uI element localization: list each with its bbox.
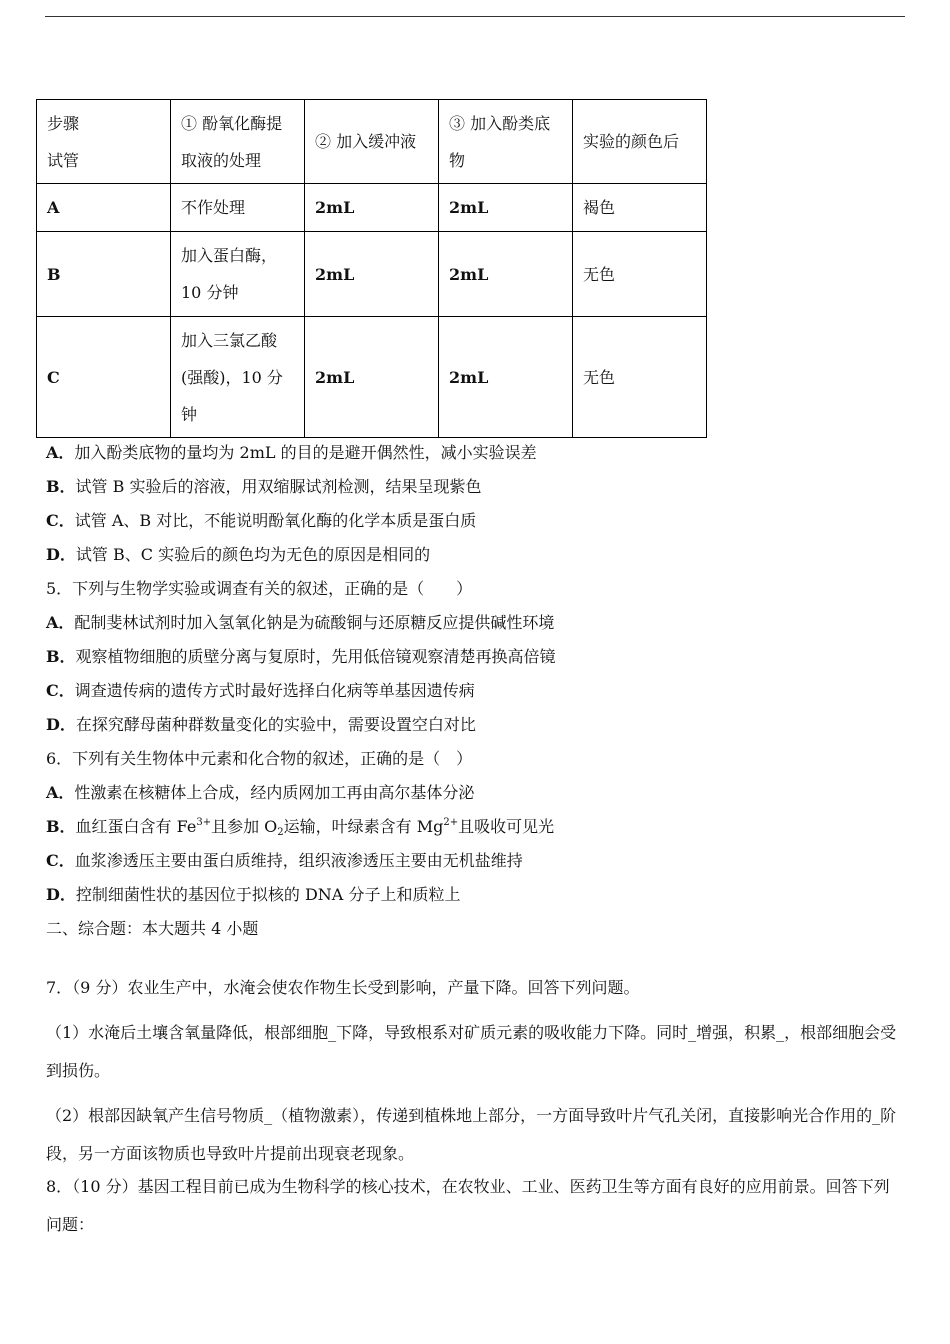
table-cell: B [37, 232, 171, 317]
option-label: D． [46, 715, 76, 734]
table-row [37, 317, 707, 438]
q5-option-c [46, 680, 475, 702]
table-cell: 2mL [305, 317, 439, 438]
q8-stem: 8．（10 分）基因工程目前已成为生物科学的核心技术，在农牧业、工业、医药卫生等方面有良好的应用前景。回答下列问题： [46, 1177, 890, 1234]
table-row [37, 184, 707, 232]
table-cell: 加入蛋白酶，10 分钟 [171, 232, 305, 317]
option-text: 性激素在核糖体上合成，经内质网加工再由高尔基体分泌 [74, 783, 475, 802]
experiment-table [36, 99, 707, 438]
q6-option-d [46, 884, 460, 906]
q7-stem: 7．（9 分）农业生产中，水淹会使农作物生长受到影响，产量下降。回答下列问题。 [46, 978, 640, 997]
option-text: 血红蛋白含有 Fe [75, 817, 197, 836]
q5-option-a [46, 612, 554, 634]
q6-option-c [46, 850, 523, 872]
q5-option-d [46, 714, 476, 736]
option-label: B． [46, 647, 76, 666]
q5-option-b [46, 646, 556, 668]
q5-stem: 5．下列与生物学实验或调查有关的叙述，正确的是（ ） [46, 579, 473, 598]
q4-option-c [46, 510, 476, 532]
option-label: A． [46, 443, 75, 462]
option-text: 控制细菌性状的基因位于拟核的 DNA 分子上和质粒上 [75, 885, 461, 904]
q7-part-2: （2）根部因缺氧产生信号物质_（植物激素），传递到植株地上部分，一方面导致叶片气孔关闭，直接影响光合作用的_阶段，另一方面该物质也导致叶片提前出现衰老现象。 [46, 1106, 897, 1163]
q6-option-a [46, 782, 474, 804]
subscript: 2 [277, 827, 284, 838]
table-cell: 2mL [305, 184, 439, 232]
option-text: 血浆渗透压主要由蛋白质维持，组织液渗透压主要由无机盐维持 [74, 851, 523, 870]
q4-option-b [46, 476, 481, 498]
option-label: B． [46, 477, 76, 496]
section-heading: 二、综合题：本大题共 4 小题 [46, 919, 259, 938]
header-rule [45, 16, 905, 17]
option-text: 调查遗传病的遗传方式时最好选择白化病等单基因遗传病 [74, 681, 475, 700]
table-header-row [37, 100, 707, 184]
superscript: 3+ [196, 817, 212, 828]
q6-option-b [46, 816, 554, 838]
option-label: A． [46, 783, 75, 802]
option-label: B． [46, 817, 76, 836]
option-text: 且参加 O [211, 817, 278, 836]
q7-part-1: （1）水淹后土壤含氧量降低，根部细胞_下降，导致根系对矿质元素的吸收能力下降。同时_增强，积累_，根部细胞会受到损伤。 [46, 1023, 897, 1080]
table-cell: 2mL [305, 232, 439, 317]
table-cell: 2mL [439, 232, 573, 317]
option-label: C． [46, 851, 75, 870]
option-label: C． [46, 511, 75, 530]
option-text: 运输，叶绿素含有 Mg [283, 817, 444, 836]
table-cell: 加入三氯乙酸(强酸)，10 分钟 [171, 317, 305, 438]
table-cell: 无色 [573, 317, 707, 438]
table-header-cell: ③ 加入酚类底物 [439, 100, 573, 184]
option-text: 试管 B 实验后的溶液，用双缩脲试剂检测，结果呈现紫色 [75, 477, 482, 496]
table-cell: 无色 [573, 232, 707, 317]
table-cell: A [37, 184, 171, 232]
superscript: 2+ [443, 817, 459, 828]
option-label: D． [46, 545, 76, 564]
table-header-cell: 实验的颜色后 [573, 100, 707, 184]
q4-option-d [46, 544, 430, 566]
table-cell: 2mL [439, 184, 573, 232]
option-text: 配制斐林试剂时加入氢氧化钠是为硫酸铜与还原糖反应提供碱性环境 [74, 613, 555, 632]
option-text: 在探究酵母菌种群数量变化的实验中，需要设置空白对比 [75, 715, 476, 734]
table-header-cell: 步骤 试管 [37, 100, 171, 184]
table-header-cell: ② 加入缓冲液 [305, 100, 439, 184]
table-header-cell: ① 酚氧化酶提取液的处理 [171, 100, 305, 184]
option-label: C． [46, 681, 75, 700]
table-cell: 2mL [439, 317, 573, 438]
option-text: 试管 A、B 对比，不能说明酚氧化酶的化学本质是蛋白质 [74, 511, 477, 530]
option-label: A． [46, 613, 75, 632]
option-text: 加入酚类底物的量均为 2mL 的目的是避开偶然性，减小实验误差 [74, 443, 537, 462]
option-label: D． [46, 885, 76, 904]
option-text: 且吸收可见光 [458, 817, 555, 836]
table-row [37, 232, 707, 317]
option-text: 观察植物细胞的质壁分离与复原时，先用低倍镜观察清楚再换高倍镜 [75, 647, 556, 666]
table-cell: 褐色 [573, 184, 707, 232]
q4-option-a [46, 442, 537, 464]
option-text: 试管 B、C 实验后的颜色均为无色的原因是相同的 [75, 545, 431, 564]
table-cell: 不作处理 [171, 184, 305, 232]
q6-stem: 6．下列有关生物体中元素和化合物的叙述，正确的是（ ） [46, 749, 473, 768]
table-cell: C [37, 317, 171, 438]
